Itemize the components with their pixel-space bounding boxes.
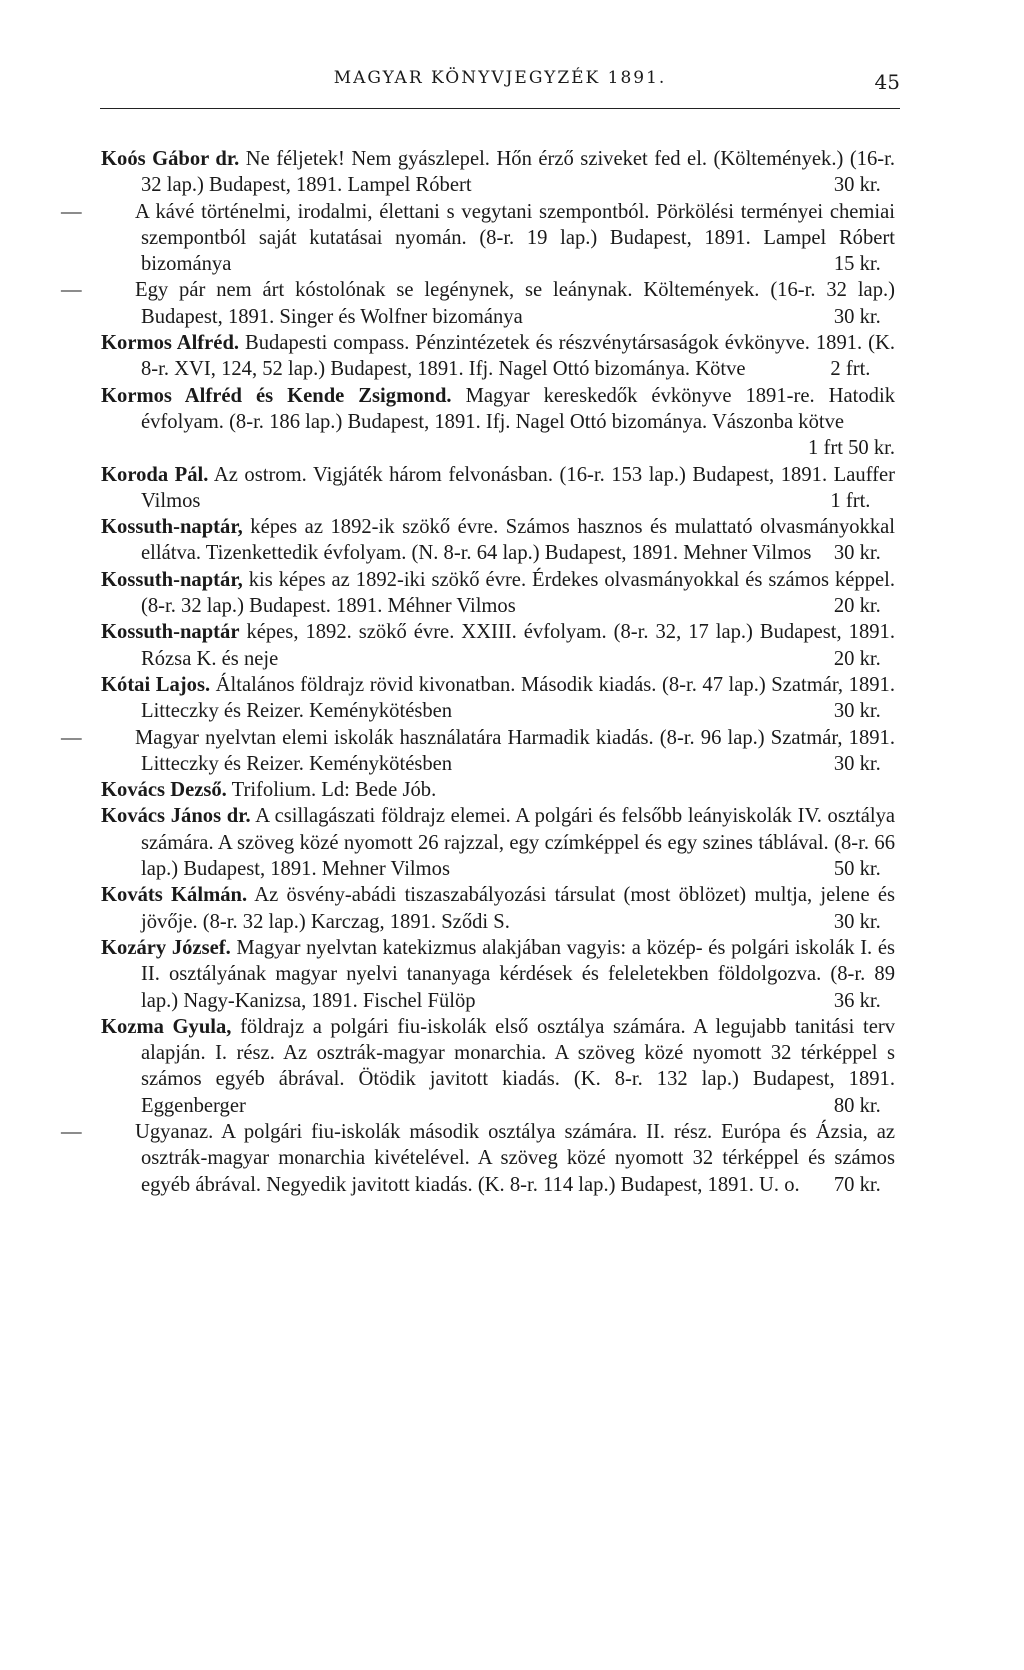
entry-list bbox=[61, 146, 896, 1198]
entry-text: Magyar nyelvtan elemi iskolák használatára Harmadik kiadás. (8-r. 96 lap.) Szatmár, 1891. Litteczky és Reizer. Keménykötésben bbox=[135, 726, 895, 775]
entry-author: Kovács Dezső. bbox=[101, 779, 227, 802]
entry-text: A csillagászati földrajz elemei. A polgári és felsőbb leányiskolák IV. osztálya számára. A szöveg közé nyomott 26 rajzzal, egy czímképpel és egy szines táblával. (8-r. 66 lap.) Budapest, 1891. Mehner Vilmos bbox=[141, 805, 896, 881]
catalogue-entry bbox=[101, 935, 895, 1014]
catalogue-entry bbox=[101, 803, 895, 882]
entry-text: kis képes az 1892-iki szökő évre. Érdekes olvasmányokkal és számos képpel. (8-r. 32 lap.) Budapest. 1891. Méhner Vilmos bbox=[141, 568, 895, 618]
entry-text: Trifolium. Ld: Bede Jób. bbox=[231, 779, 437, 802]
entry-text: földrajz a polgári fiu-iskolák első osztálya számára. A legujabb tanitási terv alapján. I. rész. Az osztrák-magyar monarchia. A szöveg közé nyomott 32 térképpel s számos egyéb ábrával. Ötödik javitott kiadás. (K. 8-r. 132 lap.) Budapest, 1891. Eggenberger bbox=[141, 1015, 896, 1117]
entry-author: Kótai Lajos. bbox=[101, 673, 211, 696]
catalogue-entry bbox=[101, 882, 895, 935]
ditto-dash: — bbox=[61, 726, 82, 749]
catalogue-entry bbox=[61, 1119, 895, 1198]
entry-price: 80 kr. bbox=[833, 1094, 881, 1117]
entry-author: Kossuth-naptár, bbox=[101, 568, 243, 591]
entry-author: Kozma Gyula, bbox=[101, 1015, 232, 1038]
entry-text: Egy pár nem árt kóstolónak se legénynek, se leánynak. Költemények. (16-r. 32 lap.) Budapest, 1891. Singer és Wolfner bizománya bbox=[135, 279, 895, 328]
entry-price: 70 kr. bbox=[833, 1173, 881, 1196]
entry-text: Ne féljetek! Nem gyászlepel. Hőn érző sziveket fed el. (Költemények.) (16-r. 32 lap.) Budapest, 1891. Lampel Róbert bbox=[141, 148, 896, 197]
header-rule bbox=[100, 108, 900, 109]
entry-author: Kossuth-naptár bbox=[101, 621, 240, 644]
entry-text: képes az 1892-ik szökő évre. Számos hasznos és mulattató olvasmányokkal ellátva. Tizenkettedik évfolyam. (N. 8-r. 64 lap.) Budapest, 1891. Mehner Vilmos bbox=[141, 516, 895, 565]
entry-price: 20 kr. bbox=[833, 647, 881, 670]
ditto-dash: — bbox=[61, 200, 82, 223]
entry-text: Magyar nyelvtan katekizmus alakjában vagyis: a közép- és polgári iskolák I. és II. osztályának magyar nyelvi tananyaga kérdések és feleletekben földolgozva. (8-r. 89 lap.) Nagy-Kanizsa, 1891. Fischel Fülöp bbox=[141, 936, 895, 1012]
ditto-dash: — bbox=[61, 279, 82, 302]
catalogue-entry bbox=[101, 330, 895, 383]
entry-author: Kováts Kálmán. bbox=[101, 884, 248, 907]
entry-author: Koós Gábor dr. bbox=[101, 148, 240, 170]
entry-author: Kossuth-naptár, bbox=[101, 516, 243, 539]
catalogue-entry bbox=[101, 146, 895, 199]
page-number: 45 bbox=[874, 70, 900, 94]
entry-price: 1 frt 50 kr. bbox=[808, 437, 895, 460]
entry-price: 30 kr. bbox=[833, 305, 881, 328]
entry-price: 20 kr. bbox=[833, 595, 881, 618]
entry-price: 30 kr. bbox=[833, 910, 881, 933]
catalogue-entry bbox=[61, 277, 895, 330]
catalogue-entry bbox=[101, 567, 895, 620]
entry-author: Koroda Pál. bbox=[101, 463, 209, 486]
catalogue-entry bbox=[101, 383, 895, 462]
entry-text: Az ösvény-abádi tiszaszabályozási társulat (most öblözet) multja, jelene és jövője. (8-r. 32 lap.) Karczag, 1891. Sződi S. bbox=[141, 884, 895, 933]
entry-price: 36 kr. bbox=[833, 989, 881, 1012]
entry-price: 2 frt. bbox=[830, 358, 871, 381]
entry-text: képes, 1892. szökő évre. XXIII. évfolyam. (8-r. 32, 17 lap.) Budapest, 1891. Rózsa K. és neje bbox=[141, 621, 895, 670]
catalogue-entry bbox=[61, 199, 895, 278]
entry-price: 30 kr. bbox=[833, 700, 881, 723]
ditto-dash: — bbox=[61, 1120, 82, 1143]
catalogue-entry bbox=[101, 777, 895, 803]
running-head bbox=[100, 68, 900, 104]
catalogue-entry bbox=[101, 619, 895, 672]
entry-author: Kormos Alfréd. bbox=[101, 332, 240, 355]
entry-price: 30 kr. bbox=[833, 752, 881, 775]
entry-author: Kovács János dr. bbox=[101, 805, 251, 828]
catalogue-entry bbox=[101, 462, 895, 515]
catalogue-entry bbox=[101, 514, 895, 567]
running-head-title: MAGYAR KÖNYVJEGYZÉK 1891. bbox=[333, 68, 667, 88]
entry-text: Az ostrom. Vigjáték három felvonásban. (16-r. 153 lap.) Budapest, 1891. Lauffer Vilmos bbox=[141, 463, 896, 512]
catalogue-entry bbox=[101, 1014, 895, 1119]
entry-text: Budapesti compass. Pénzintézetek és részvénytársaságok évkönyve. 1891. (K. 8-r. XVI, 124, 52 lap.) Budapest, 1891. Ifj. Nagel Ottó bizománya. Kötve bbox=[141, 332, 895, 381]
entry-price: 50 kr. bbox=[833, 858, 881, 881]
catalogue-entry bbox=[101, 672, 895, 725]
entry-text: A kávé történelmi, irodalmi, élettani s vegytani szempontból. Pörkölési terményei chemiai szempontból saját kutatásai nyomán. (8-r. 19 lap.) Budapest, 1891. Lampel Róbert bizományа bbox=[135, 200, 895, 276]
catalogue-entry bbox=[61, 725, 895, 778]
entry-text: Általános földrajz rövid kivonatban. Második kiadás. (8-r. 47 lap.) Szatmár, 1891. Litteczky és Reizer. Keménykötésben bbox=[141, 673, 895, 723]
entry-text: Ugyanaz. A polgári fiu-iskolák második osztálya számára. II. rész. Európa és Ázsia, az osztrák-magyar monarchia kivételével. A szöveg közé nyomott 32 térképpel és számos egyéb ábrával. Negyedik javitott kiadás. (K. 8-r. 114 lap.) Budapest, 1891. U. o. bbox=[135, 1120, 895, 1196]
entry-author: Kozáry József. bbox=[101, 936, 231, 959]
entry-price: 15 kr. bbox=[833, 253, 881, 276]
entry-author: Kormos Alfréd és Kende Zsigmond. bbox=[101, 384, 452, 407]
entry-price: 1 frt. bbox=[830, 489, 871, 512]
entry-price: 30 kr. bbox=[833, 174, 881, 197]
entry-text: Magyar kereskedők évkönyve 1891-re. Hatodik évfolyam. (8-r. 186 lap.) Budapest, 1891. Ifj. Nagel Ottó bizománya. Vászonba kötve bbox=[141, 384, 895, 433]
entry-price: 30 kr. bbox=[833, 542, 881, 565]
